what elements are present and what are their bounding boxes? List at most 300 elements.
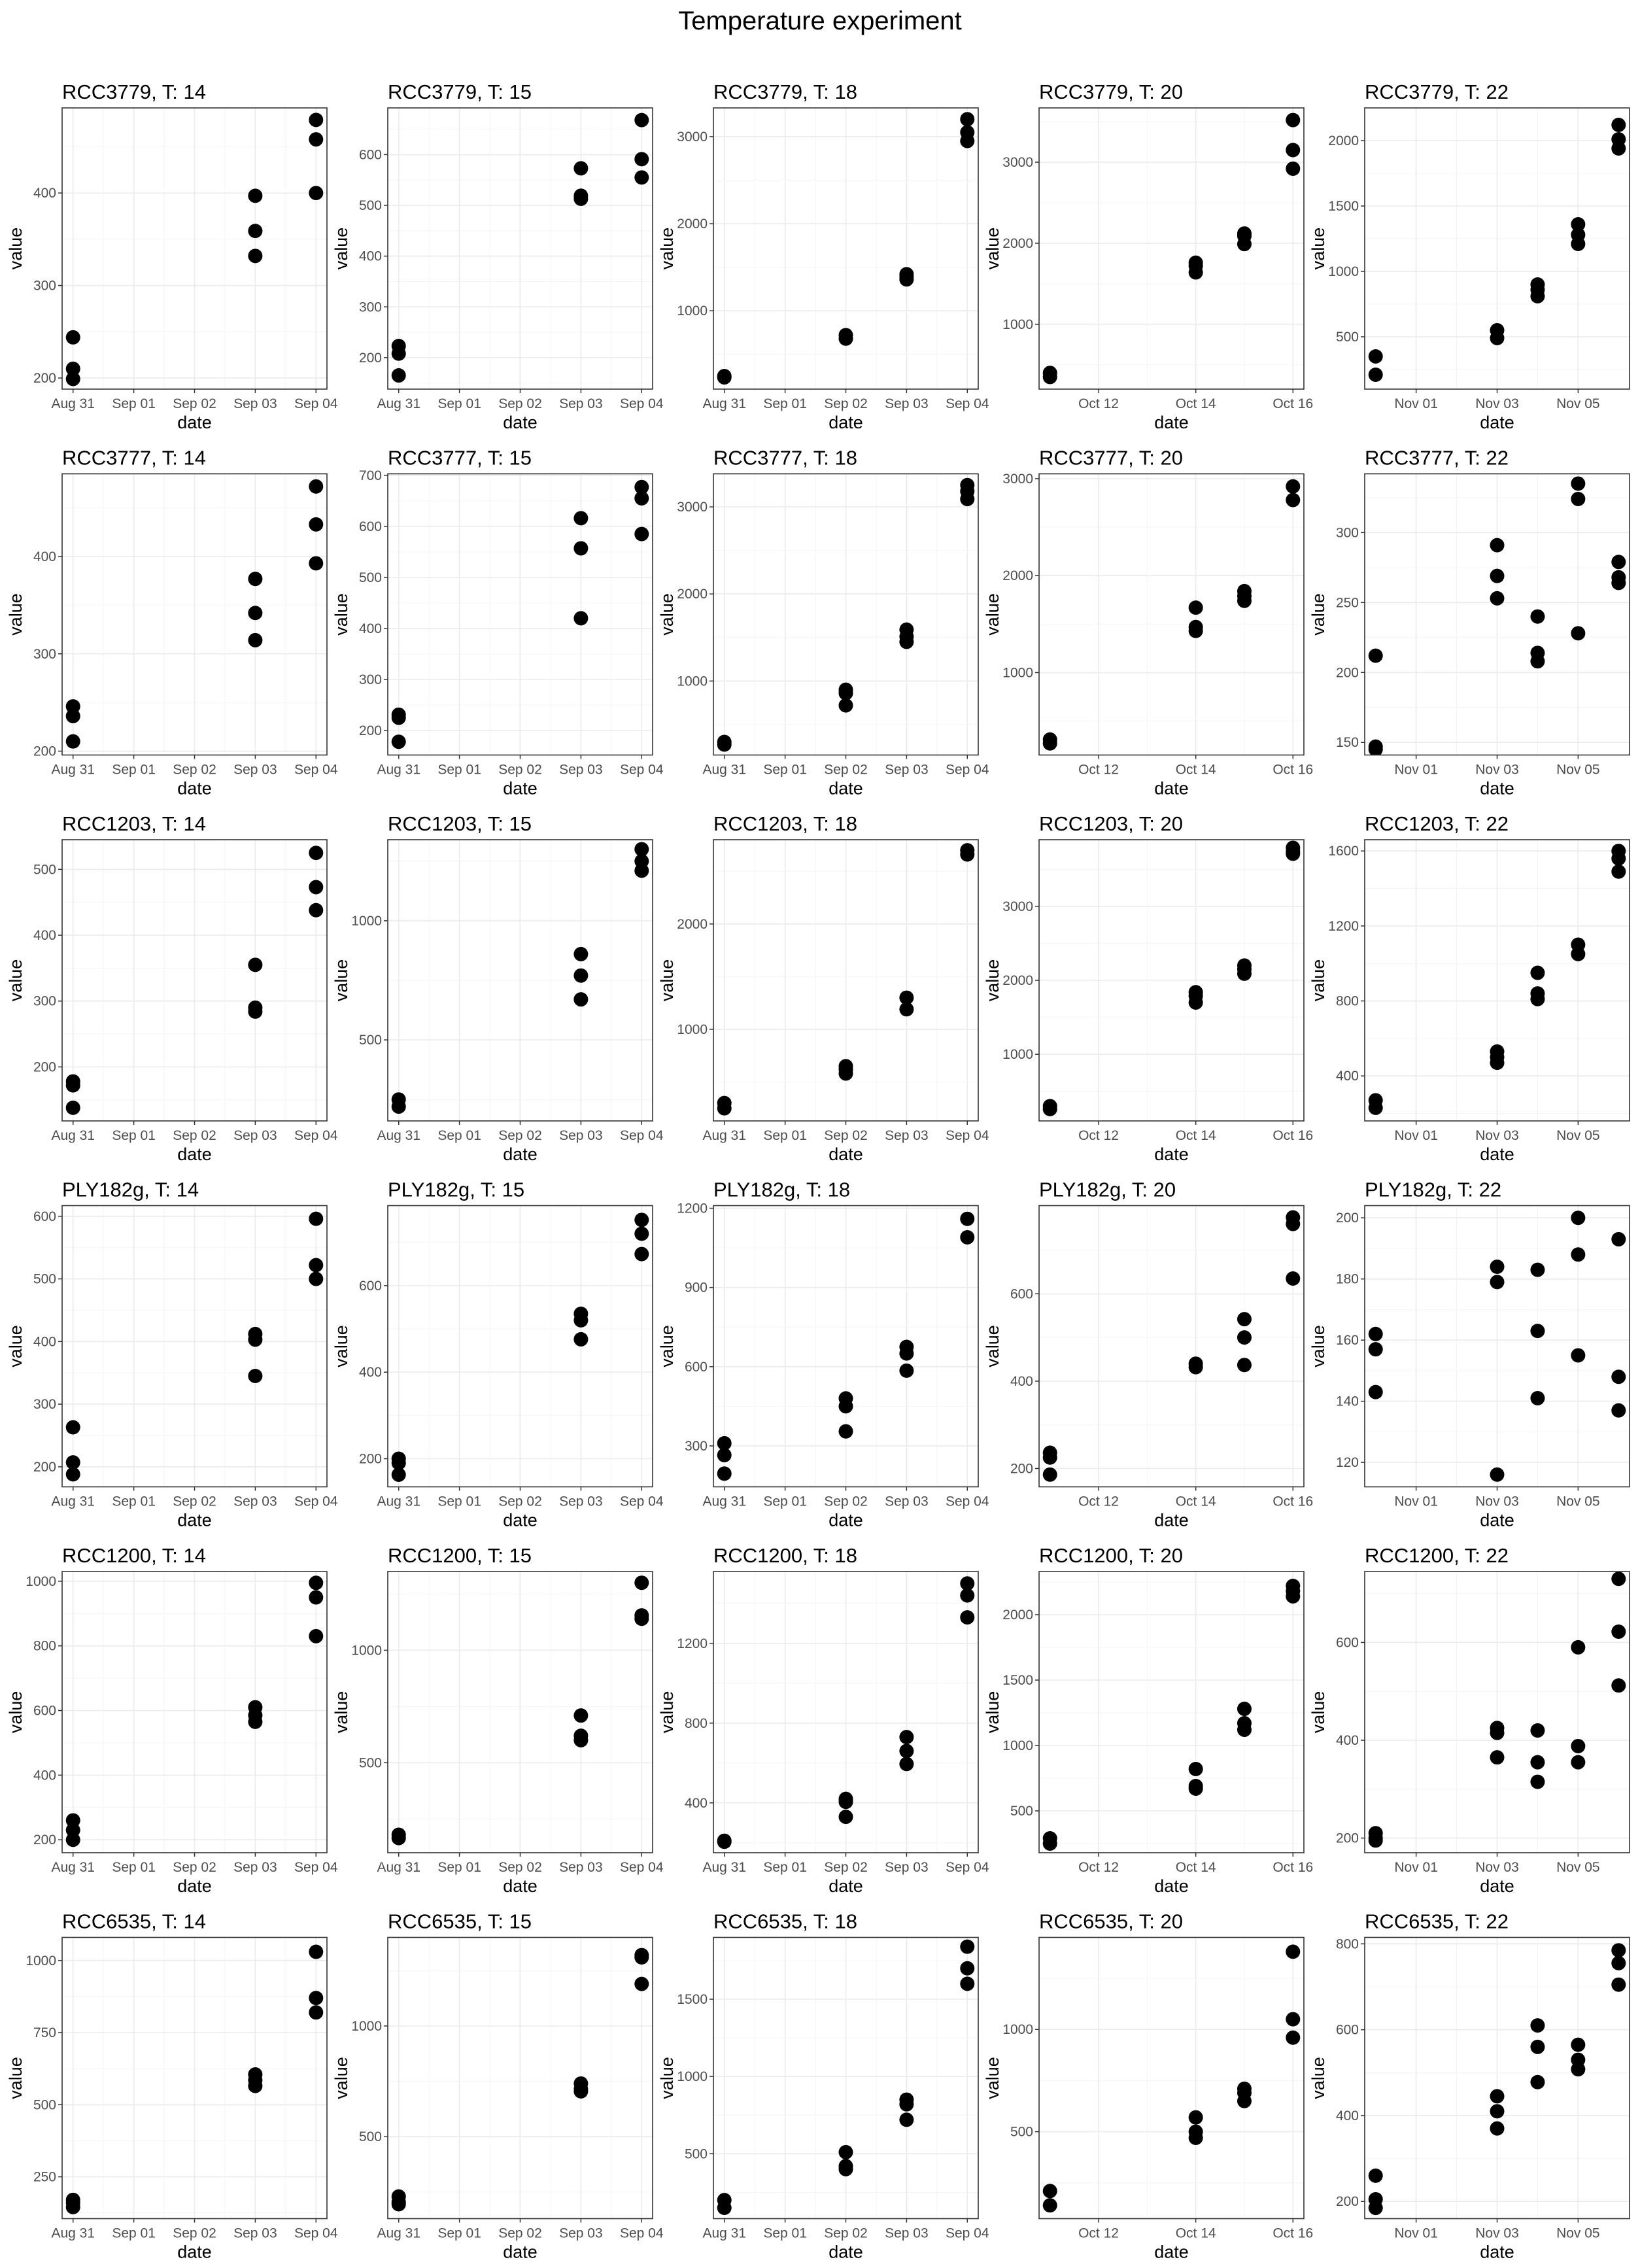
facet-panel [983,1910,1313,2262]
data-point [1237,1702,1252,1716]
x-tick-label: Aug 31 [51,762,95,778]
data-point [309,1590,323,1605]
panel-title: RCC1203, T: 20 [1039,812,1183,835]
data-point [1571,1640,1585,1655]
data-point [66,1420,80,1435]
x-tick-label: Aug 31 [377,2225,421,2241]
data-point [1286,1944,1300,1959]
x-tick-label: Sep 03 [559,396,603,411]
data-point [1189,600,1203,615]
panel-title: RCC1200, T: 18 [713,1544,857,1567]
x-tick-label: Sep 02 [498,1128,542,1143]
data-point [66,2200,80,2214]
data-point [66,1467,80,1481]
data-point [960,1589,974,1603]
x-tick-label: Aug 31 [702,2225,747,2241]
y-tick-label: 200 [33,371,56,387]
data-point [1286,162,1300,176]
x-axis-title: date [1154,1510,1189,1530]
y-tick-label: 2000 [1002,1607,1033,1623]
data-point [839,2145,853,2159]
data-point [1571,2038,1585,2052]
x-axis-title: date [1154,1876,1189,1896]
y-tick-label: 1200 [677,1636,708,1651]
data-point [1530,992,1545,1006]
data-point [248,633,262,647]
data-point [573,1313,588,1328]
x-tick-label: Sep 01 [112,1860,156,1875]
panel-title: RCC1200, T: 14 [62,1544,206,1567]
y-axis-title: value [332,2057,351,2099]
panel-title: RCC6535, T: 22 [1365,1910,1509,1933]
data-point [1189,1781,1203,1796]
facet-panel [332,1910,664,2262]
panel-title: RCC1203, T: 14 [62,812,206,835]
data-point [309,1258,323,1272]
y-tick-label: 500 [33,1271,56,1287]
data-point [899,1347,914,1361]
y-tick-label: 400 [1335,2108,1359,2123]
y-tick-label: 3000 [1002,155,1033,171]
x-axis-title: date [503,778,538,799]
y-tick-label: 500 [684,2146,708,2162]
facet-panel [657,1178,989,1530]
y-tick-label: 750 [33,2025,56,2041]
x-tick-label: Sep 03 [885,1494,929,1509]
x-tick-label: Sep 02 [498,1494,542,1509]
x-tick-label: Sep 04 [945,1860,989,1875]
x-tick-label: Sep 04 [294,2225,338,2241]
x-tick-label: Sep 03 [885,2225,929,2241]
x-tick-label: Sep 02 [498,396,542,411]
x-tick-label: Sep 01 [763,762,807,778]
data-point [717,1834,732,1849]
panel-background [1039,1938,1304,2219]
x-tick-label: Nov 03 [1475,396,1519,411]
x-tick-label: Oct 12 [1078,396,1119,411]
data-point [1530,2075,1545,2089]
y-tick-label: 1000 [1002,317,1033,332]
x-tick-label: Aug 31 [377,396,421,411]
data-point [1189,1762,1203,1776]
data-point [839,1424,853,1439]
x-tick-label: Aug 31 [377,1860,421,1875]
data-point [309,880,323,895]
data-point [248,2079,262,2093]
data-point [1237,1312,1252,1326]
x-tick-label: Sep 03 [559,1128,603,1143]
x-tick-label: Sep 01 [112,1494,156,1509]
y-tick-label: 1000 [1002,1738,1033,1753]
y-tick-label: 600 [1010,1286,1033,1302]
data-point [634,1575,649,1590]
data-point [1530,1263,1545,1277]
x-tick-label: Sep 01 [763,2225,807,2241]
data-point [1611,555,1626,569]
data-point [1571,1349,1585,1363]
data-point [1286,113,1300,128]
y-tick-label: 500 [358,1033,382,1048]
x-tick-label: Oct 14 [1175,1860,1216,1875]
x-axis-title: date [503,1876,538,1896]
x-tick-label: Nov 05 [1556,2225,1600,2241]
x-tick-label: Sep 01 [437,2225,481,2241]
y-tick-label: 1000 [1328,264,1359,279]
data-point [392,711,406,725]
data-point [1237,594,1252,608]
x-tick-label: Sep 01 [437,1494,481,1509]
data-point [309,1272,323,1286]
x-axis-title: date [829,2242,863,2262]
y-tick-label: 500 [1010,1804,1033,1819]
panel-title: RCC6535, T: 15 [388,1910,532,1933]
data-point [248,188,262,203]
y-tick-label: 400 [684,1795,708,1811]
x-tick-label: Sep 01 [437,1860,481,1875]
data-point [392,368,406,383]
data-point [1611,865,1626,879]
x-tick-label: Sep 02 [824,1494,868,1509]
data-point [66,1078,80,1093]
y-tick-label: 200 [358,350,382,366]
data-point [1043,736,1057,751]
x-tick-label: Sep 01 [763,396,807,411]
x-axis-title: date [177,1510,212,1530]
panel-title: RCC6535, T: 20 [1039,1910,1183,1933]
facet-panel [6,1910,338,2262]
data-point [839,2162,853,2176]
x-axis-title: date [177,2242,212,2262]
data-point [717,738,732,752]
data-point [1286,143,1300,157]
y-axis-title: value [983,227,1002,270]
data-point [1571,476,1585,490]
data-point [1571,237,1585,251]
y-tick-label: 250 [33,2169,56,2185]
x-tick-label: Sep 02 [498,762,542,778]
data-point [1490,1726,1505,1740]
x-tick-label: Sep 01 [112,1128,156,1143]
y-tick-label: 700 [358,468,382,483]
x-tick-label: Nov 03 [1475,1860,1519,1875]
facet-panel [657,80,989,432]
data-point [1237,237,1252,251]
y-tick-label: 400 [1335,1733,1359,1748]
data-point [1286,479,1300,494]
x-tick-label: Oct 12 [1078,1494,1119,1509]
y-tick-label: 600 [358,1278,382,1294]
data-point [1369,1342,1383,1356]
panel-title: RCC3779, T: 20 [1039,80,1183,103]
data-point [1571,1211,1585,1225]
data-point [1530,1391,1545,1405]
x-axis-title: date [503,2242,538,2262]
x-tick-label: Oct 14 [1175,2225,1216,2241]
y-tick-label: 300 [33,278,56,294]
data-point [1286,493,1300,507]
data-point [1611,1978,1626,1992]
data-point [1490,569,1505,583]
y-tick-label: 2000 [677,216,708,232]
panel-title: RCC1203, T: 22 [1365,812,1509,835]
data-point [1189,2110,1203,2125]
x-tick-label: Sep 03 [885,1860,929,1875]
y-tick-label: 1000 [1002,665,1033,681]
facet-panel [6,1178,338,1530]
data-point [1189,1360,1203,1375]
y-axis-title: value [332,959,351,1002]
x-axis-title: date [503,1510,538,1530]
x-tick-label: Aug 31 [377,1494,421,1509]
x-tick-label: Sep 03 [885,1128,929,1143]
data-point [634,527,649,541]
x-tick-label: Nov 05 [1556,762,1600,778]
data-point [1043,1451,1057,1465]
facet-panel [1308,80,1630,432]
y-tick-label: 2000 [677,587,708,602]
data-point [248,957,262,972]
panel-title: RCC3779, T: 14 [62,80,206,103]
data-point [309,1945,323,1959]
x-axis-title: date [1154,413,1189,432]
y-tick-label: 140 [1335,1394,1359,1409]
data-point [960,1976,974,1991]
y-tick-label: 500 [1010,2124,1033,2140]
data-point [66,709,80,723]
x-tick-label: Nov 03 [1475,1128,1519,1143]
data-point [309,903,323,918]
data-point [1611,1624,1626,1639]
y-tick-label: 600 [1335,1635,1359,1651]
y-tick-label: 2000 [677,916,708,932]
y-tick-label: 200 [1335,1830,1359,1846]
y-axis-title: value [657,2057,677,2099]
panel-title: RCC3779, T: 18 [713,80,857,103]
y-axis-title: value [983,1691,1002,1734]
data-point [573,1332,588,1347]
data-point [899,1002,914,1016]
data-point [839,1067,853,1081]
y-axis-title: value [657,593,677,636]
y-tick-label: 1000 [677,303,708,319]
data-point [309,1991,323,2005]
x-tick-label: Sep 02 [824,396,868,411]
y-tick-label: 200 [33,1059,56,1075]
x-tick-label: Sep 01 [112,396,156,411]
y-axis-title: value [332,227,351,270]
data-point [634,152,649,166]
data-point [899,1744,914,1758]
facet-panel [6,447,338,799]
data-point [1286,1589,1300,1604]
facet-panel [1308,1544,1630,1896]
data-point [1237,2094,1252,2108]
x-tick-label: Sep 04 [619,1128,664,1143]
data-point [1043,2184,1057,2198]
data-point [1571,1755,1585,1770]
data-point [248,1332,262,1347]
panel-title: RCC1200, T: 22 [1365,1544,1509,1567]
y-tick-label: 2000 [1002,235,1033,251]
x-tick-label: Nov 03 [1475,762,1519,778]
data-point [1369,2201,1383,2215]
data-point [1237,1358,1252,1372]
x-tick-label: Sep 04 [619,1494,664,1509]
data-point [1611,1572,1626,1586]
data-point [392,347,406,361]
y-tick-label: 1000 [26,1953,56,1968]
y-axis-title: value [983,1325,1002,1367]
x-axis-title: date [1480,778,1514,799]
y-tick-label: 1000 [677,2069,708,2085]
panel-title: RCC3777, T: 15 [388,446,532,470]
data-point [1369,1327,1383,1341]
data-point [1530,1324,1545,1338]
x-tick-label: Nov 03 [1475,1494,1519,1509]
y-tick-label: 400 [33,1768,56,1783]
facet-panel [6,812,338,1164]
y-tick-label: 500 [1335,330,1359,345]
x-tick-label: Nov 05 [1556,1860,1600,1875]
data-point [248,1005,262,1019]
data-point [1611,1956,1626,1970]
data-point [309,517,323,532]
panel-title: PLY182g, T: 15 [388,1178,525,1201]
x-tick-label: Sep 02 [173,1860,216,1875]
x-tick-label: Aug 31 [702,1494,747,1509]
y-tick-label: 1000 [677,674,708,689]
x-tick-label: Oct 16 [1273,1128,1314,1143]
x-tick-label: Nov 01 [1394,1128,1438,1143]
data-point [960,1961,974,1976]
data-point [392,1831,406,1846]
x-axis-title: date [829,1510,863,1530]
x-tick-label: Sep 03 [885,762,929,778]
data-point [1490,2089,1505,2103]
x-tick-label: Nov 01 [1394,2225,1438,2241]
x-tick-label: Aug 31 [51,2225,95,2241]
data-point [309,1629,323,1643]
data-point [960,134,974,148]
data-point [1369,349,1383,364]
y-tick-label: 1500 [1328,199,1359,214]
y-tick-label: 300 [33,646,56,662]
x-tick-label: Sep 02 [824,2225,868,2241]
x-tick-label: Sep 02 [173,396,216,411]
y-tick-label: 1200 [1328,918,1359,934]
y-tick-label: 800 [684,1715,708,1731]
facet-panel [657,1544,989,1896]
y-tick-label: 120 [1335,1455,1359,1471]
data-point [1490,331,1505,345]
data-point [1286,1217,1300,1231]
facet-panel [1308,447,1630,799]
data-point [960,1610,974,1624]
data-point [573,192,588,206]
y-tick-label: 200 [1335,2194,1359,2210]
data-point [960,848,974,862]
facet-panel [1308,812,1630,1164]
facet-panel [983,812,1313,1164]
data-point [309,2005,323,2019]
x-tick-label: Nov 03 [1475,2225,1519,2241]
y-tick-label: 200 [1335,1211,1359,1226]
data-point [1571,2062,1585,2076]
x-tick-label: Sep 03 [559,1860,603,1875]
y-tick-label: 3000 [1002,899,1033,914]
data-point [634,113,649,128]
y-axis-title: value [983,593,1002,636]
y-axis-title: value [1308,959,1328,1002]
data-point [899,2097,914,2112]
data-point [717,2201,732,2215]
data-point [1286,2012,1300,2027]
y-tick-label: 500 [358,1755,382,1771]
data-point [248,1715,262,1729]
y-tick-label: 600 [358,519,382,534]
data-point [899,272,914,286]
y-tick-label: 200 [33,1459,56,1475]
x-axis-title: date [177,1144,212,1164]
data-point [1490,1275,1505,1289]
data-point [1043,2198,1057,2212]
x-axis-title: date [1154,778,1189,799]
x-tick-label: Oct 16 [1273,1860,1314,1875]
data-point [960,1230,974,1245]
x-tick-label: Nov 05 [1556,1128,1600,1143]
x-tick-label: Sep 01 [763,1494,807,1509]
x-tick-label: Sep 03 [559,1494,603,1509]
data-point [1189,995,1203,1010]
panel-title: RCC3777, T: 20 [1039,446,1183,470]
data-point [1530,1775,1545,1789]
x-tick-label: Sep 04 [294,1494,338,1509]
data-point [1369,649,1383,663]
y-tick-label: 800 [33,1638,56,1654]
x-axis-title: date [829,413,863,432]
data-point [1611,141,1626,156]
data-point [899,1757,914,1771]
x-tick-label: Aug 31 [51,1494,95,1509]
x-tick-label: Sep 03 [233,1494,277,1509]
data-point [717,370,732,385]
y-axis-title: value [1308,1691,1328,1734]
data-point [1571,947,1585,961]
x-tick-label: Oct 16 [1273,1494,1314,1509]
data-point [248,606,262,620]
panel-title: PLY182g, T: 14 [62,1178,199,1201]
y-axis-title: value [657,1691,677,1734]
data-point [1611,851,1626,866]
x-axis-title: date [177,778,212,799]
x-tick-label: Aug 31 [702,396,747,411]
data-point [717,1101,732,1116]
data-point [573,947,588,961]
data-point [960,1940,974,1954]
panel-title: RCC3779, T: 15 [388,80,532,103]
data-point [309,1212,323,1226]
y-tick-label: 1000 [351,2018,382,2034]
y-tick-label: 500 [358,198,382,214]
y-axis-title: value [1308,2057,1328,2099]
x-tick-label: Sep 04 [945,396,989,411]
data-point [573,511,588,525]
y-tick-label: 1500 [1002,1673,1033,1688]
x-axis-title: date [829,1144,863,1164]
x-tick-label: Sep 03 [885,396,929,411]
data-point [573,161,588,175]
facet-panel [983,1544,1313,1896]
